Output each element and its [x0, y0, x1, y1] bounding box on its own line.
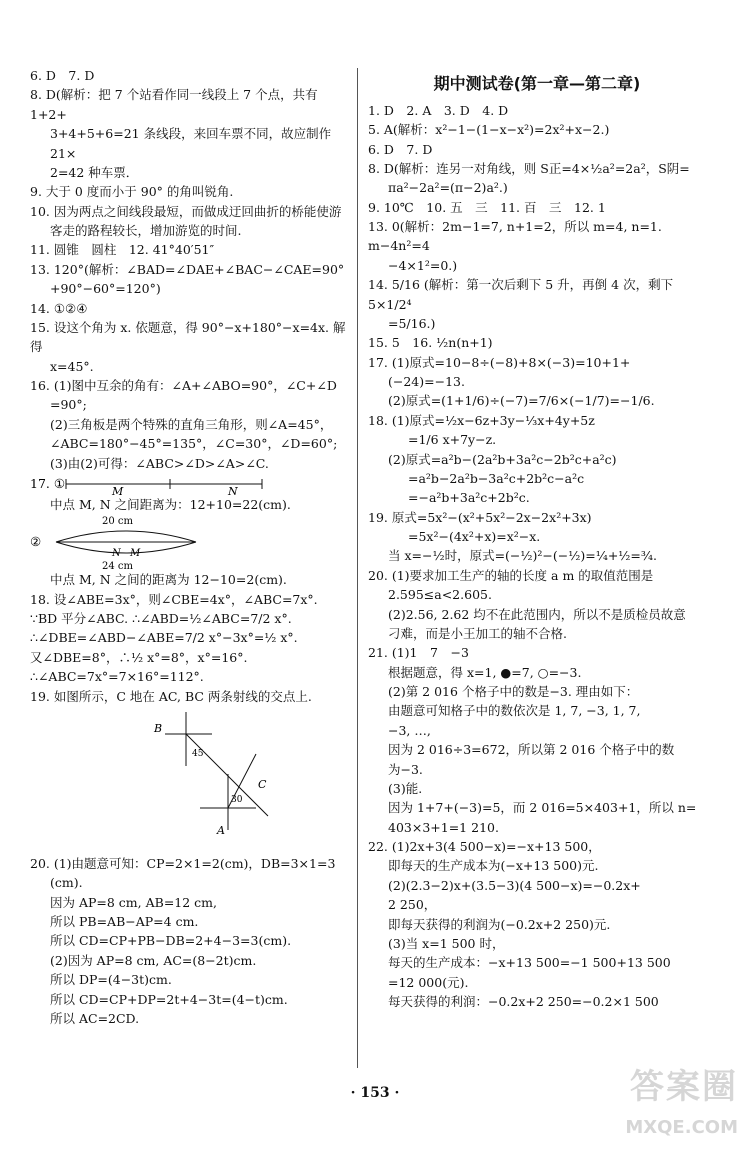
q19-angle-45: 45	[192, 748, 204, 759]
answer-line: ∠ABC=180°−45°=135°，∠C=30°，∠D=60°;	[50, 436, 338, 452]
q17-label-2: ②	[30, 534, 42, 550]
answer-line: 所以 AC=2CD.	[50, 1010, 140, 1026]
answer-line: =5x²−(4x²+x)=x²−x.	[408, 529, 541, 545]
q17-label-1: 17. ①	[30, 475, 66, 491]
answer-line: 中点 M, N 之间距离为：12+10=22(cm).	[50, 496, 291, 512]
answer-line: 每天的生产成本：−x+13 500=−1 500+13 500	[388, 955, 671, 971]
q19-point-a: A	[217, 823, 225, 837]
answer-line: (3)当 x=1 500 时，	[388, 935, 505, 951]
answer-line: (2)原式=a²b−(2a²b+3a²c−2b²c+a²c)	[388, 451, 617, 467]
answer-line: 根据题意，得 x=1, ●=7, ○=−3.	[388, 664, 582, 680]
answer-line: (2)三角板是两个特殊的直角三角形，则∠A=45°，	[50, 416, 333, 432]
q17-length-24: 24 cm	[102, 561, 133, 571]
answer-line: 15. 设这个角为 x. 依题意，得 90°−x+180°−x=4x. 解得	[30, 319, 346, 355]
answer-line: 22. (1)2x+3(4 500−x)=−x+13 500，	[368, 839, 601, 855]
answer-line: 每天获得的利润：−0.2x+2 250=−0.2×1 500	[388, 994, 659, 1010]
answer-line: πa²−2a²=(π−2)a².)	[388, 180, 508, 196]
answer-line: 11. 圆锥 圆柱 12. 41°40′51″	[30, 242, 215, 258]
answer-line: (3)能.	[388, 780, 423, 796]
answer-line: 所以 PB=AB−AP=4 cm.	[50, 914, 199, 929]
q17-overlap-figure	[30, 514, 348, 570]
answer-line: ∵BD 平分∠ABC. ∴∠ABD=½∠ABC=7/2 x°.	[30, 611, 292, 626]
q17-segment-figure	[30, 473, 348, 495]
answer-line: 因为 AP=8 cm, AB=12 cm,	[50, 894, 218, 910]
answer-line: ∴∠ABC=7x°=7×16°=112°.	[30, 669, 204, 685]
answer-line: 16. (1)图中互余的角有：∠A+∠ABO=90°，∠C+∠D	[30, 378, 337, 393]
q17-point-n: N	[228, 484, 238, 495]
answer-line: =a²b−2a²b−3a²c+2b²c−a²c	[408, 470, 585, 486]
answer-line: 因为 1+7+(−3)=5，而 2 016=5×403+1，所以 n=	[388, 800, 697, 816]
left-column	[30, 66, 348, 1028]
answer-line: 20. (1)要求加工生产的轴的长度 a m 的取值范围是	[368, 567, 654, 583]
answer-line: 6. D 7. D	[30, 68, 95, 83]
answer-line: 中点 M, N 之间的距离为 12−10=2(cm).	[50, 572, 287, 588]
q19-point-b: B	[154, 721, 163, 735]
q17-point-m: M	[112, 484, 124, 495]
answer-line: 5. A(解析：x²−1−(1−x−x²)=2x²+x−2.)	[368, 122, 610, 138]
answer-line: =5/16.)	[388, 315, 436, 331]
answer-line: 刁难，而是小王加工的轴不合格.	[388, 625, 567, 641]
section-title: 期中测试卷(第一章—第二章)	[433, 74, 641, 93]
answer-line: −4×1²=0.)	[388, 257, 458, 273]
answer-line: 即每天获得的利润为(−0.2x+2 250)元.	[388, 916, 611, 932]
q17-point-n2: N	[112, 548, 121, 560]
answer-line: 14. 5/16 (解析：第一次后剩下 5 升，再倒 4 次，剩下 5×1/2⁴	[368, 277, 678, 312]
answer-line: 2.595≤a<2.605.	[388, 587, 492, 603]
answer-line: 20. (1)由题意可知：CP=2×1=2(cm)，DB=3×1=3	[30, 855, 336, 871]
answer-line: 19. 原式=5x²−(x²+5x²−2x−2x²+3x)	[368, 509, 592, 525]
answer-line: 3+4+5+6=21 条线段，来回车票不同，故应制作 21×	[50, 126, 336, 161]
answer-line: =12 000(元).	[388, 974, 469, 990]
answer-line: 2=42 种车票．	[50, 164, 139, 180]
page-number: · 153 ·	[350, 1085, 400, 1101]
answer-line: (2)因为 AP=8 cm, AC=(8−2t)cm.	[50, 952, 257, 968]
answer-line: 18. (1)原式=½x−6z+3y−⅓x+4y+5z	[368, 412, 595, 428]
q19-direction-figure	[30, 706, 348, 854]
answer-line: 8. D(解析：把 7 个站看作同一线段上 7 个点，共有 1+2+	[30, 87, 322, 122]
q17-length-20: 20 cm	[102, 516, 133, 528]
answer-line: 14. ①②④	[30, 300, 88, 316]
answer-line: 即每天的生产成本为(−x+13 500)元.	[388, 858, 599, 874]
answer-line: =−a²b+3a²c+2b²c.	[408, 490, 530, 506]
answer-line: 由题意可知格子中的数依次是 1, 7, −3, 1, 7,	[388, 703, 641, 719]
answer-line: 为−3.	[388, 761, 423, 777]
answer-line: 15. 5 16. ½n(n+1)	[368, 335, 493, 351]
answer-line: 因为 2 016÷3=672，所以第 2 016 个格子中的数	[388, 742, 675, 758]
answer-line: 所以 CD=CP+DP=2t+4−3t=(4−t)cm.	[50, 991, 288, 1007]
column-divider	[357, 68, 358, 1068]
answer-line: (2)(2.3−2)x+(3.5−3)(4 500−x)=−0.2x+	[388, 877, 641, 893]
answer-line: =1/6 x+7y−z.	[408, 432, 497, 448]
answer-line: 13. 0(解析：2m−1=7, n+1=2，所以 m=4, n=1. m−4n²=4	[368, 219, 666, 254]
answer-line: (2)原式=(1+1/6)÷(−7)=7/6×(−1/7)=−1/6.	[388, 393, 655, 409]
answer-line: x=45°.	[50, 358, 94, 374]
q19-angle-30: 30	[231, 794, 243, 805]
answer-line: 18. 设∠ABE=3x°，则∠CBE=4x°，∠ABC=7x°.	[30, 591, 318, 607]
answer-line: 8. D(解析：连另一对角线，则 S正=4×½a²=2a²，S阴=	[368, 160, 690, 176]
answer-line: (3)由(2)可得：∠ABC>∠D>∠A>∠C.	[50, 455, 269, 471]
answer-line: +90°−60°=120°)	[50, 281, 161, 297]
answer-line: 又∠DBE=8°，∴½ x°=8°，x°=16°.	[30, 649, 248, 665]
answer-line: (2)第 2 016 个格子中的数是−3. 理由如下：	[388, 684, 639, 700]
answer-line: (2)2.56, 2.62 均不在此范围内，所以不是质检员故意	[388, 606, 686, 622]
answer-line: 19. 如图所示，C 地在 AC, BC 两条射线的交点上.	[30, 688, 312, 704]
answer-line: 403×3+1=1 210.	[388, 819, 499, 835]
answer-line: ∴∠DBE=∠ABD−∠ABE=7/2 x°−3x°=½ x°.	[30, 630, 298, 646]
answer-line: 6. D 7. D	[368, 141, 433, 157]
watermark-text: 答案圈	[630, 1067, 738, 1108]
answer-line: 1. D 2. A 3. D 4. D	[368, 102, 509, 118]
right-column	[368, 66, 706, 1011]
answer-line: 9. 10℃ 10. 五 三 11. 百 三 12. 1	[368, 199, 606, 215]
watermark-url: MXQE.COM	[625, 1117, 738, 1139]
answer-line: 13. 120°(解析：∠BAD=∠DAE+∠BAC−∠CAE=90°	[30, 261, 345, 277]
q19-point-c: C	[258, 777, 267, 791]
answer-line: 10. 因为两点之间线段最短，而做成迂回曲折的桥能使游	[30, 203, 342, 219]
answer-line: −3, …,	[388, 722, 431, 738]
answer-line: 所以 DP=(4−3t)cm.	[50, 972, 172, 988]
answer-line: 客走的路程较长，增加游览的时间.	[50, 223, 242, 238]
answer-line: 当 x=−½时，原式=(−½)²−(−½)=¼+½=¾.	[388, 548, 657, 564]
q17-point-m2: M	[130, 548, 141, 560]
answer-line: 17. (1)原式=10−8÷(−8)+8×(−3)=10+1+	[368, 354, 631, 370]
answer-line: 所以 CD=CP+PB−DB=2+4−3=3(cm).	[50, 933, 292, 949]
answer-line: =90°;	[50, 397, 87, 413]
answer-line: 2 250，	[388, 897, 437, 913]
answer-line: 21. (1)1 7 −3	[368, 645, 469, 661]
answer-line: (−24)=−13.	[388, 374, 465, 390]
watermark-logo	[625, 1061, 738, 1142]
answer-line: (cm).	[50, 875, 83, 891]
answer-line: 9. 大于 0 度而小于 90° 的角叫锐角.	[30, 184, 234, 200]
